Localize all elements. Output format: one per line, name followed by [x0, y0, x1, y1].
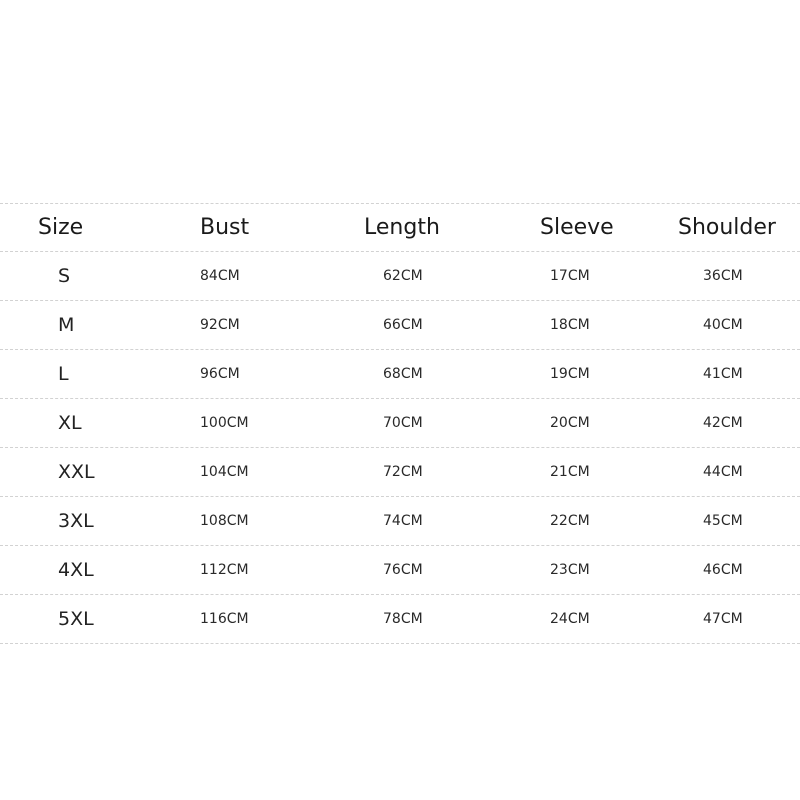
cell-sleeve: 17CM — [550, 268, 590, 284]
table-row — [0, 398, 800, 447]
table-row — [0, 496, 800, 545]
table-row — [0, 251, 800, 300]
cell-length: 70CM — [383, 415, 423, 431]
cell-bust: 92CM — [200, 317, 240, 333]
cell-sleeve: 23CM — [550, 562, 590, 578]
cell-shoulder: 41CM — [703, 366, 743, 382]
cell-sleeve: 19CM — [550, 366, 590, 382]
cell-length: 76CM — [383, 562, 423, 578]
cell-size: 4XL — [58, 559, 94, 581]
table-header-row — [0, 203, 800, 251]
table-row — [0, 349, 800, 398]
cell-length: 62CM — [383, 268, 423, 284]
cell-size: XXL — [58, 461, 95, 483]
cell-size: 3XL — [58, 510, 94, 532]
header-length: Length — [364, 215, 440, 240]
table-row — [0, 545, 800, 594]
cell-bust: 104CM — [200, 464, 249, 480]
cell-length: 72CM — [383, 464, 423, 480]
cell-size: L — [58, 363, 69, 385]
header-shoulder: Shoulder — [678, 215, 776, 240]
header-bust: Bust — [200, 215, 250, 240]
cell-size: M — [58, 314, 75, 336]
cell-shoulder: 36CM — [703, 268, 743, 284]
cell-bust: 84CM — [200, 268, 240, 284]
cell-size: S — [58, 265, 71, 287]
cell-shoulder: 47CM — [703, 611, 743, 627]
cell-shoulder: 44CM — [703, 464, 743, 480]
cell-shoulder: 45CM — [703, 513, 743, 529]
cell-length: 68CM — [383, 366, 423, 382]
cell-length: 66CM — [383, 317, 423, 333]
header-sleeve: Sleeve — [540, 215, 614, 240]
cell-bust: 96CM — [200, 366, 240, 382]
cell-bust: 112CM — [200, 562, 249, 578]
table-row — [0, 300, 800, 349]
cell-bust: 100CM — [200, 415, 249, 431]
size-chart-table — [0, 203, 800, 644]
table-row — [0, 447, 800, 496]
cell-sleeve: 21CM — [550, 464, 590, 480]
cell-length: 74CM — [383, 513, 423, 529]
header-size: Size — [38, 215, 84, 240]
cell-bust: 108CM — [200, 513, 249, 529]
cell-shoulder: 46CM — [703, 562, 743, 578]
cell-size: XL — [58, 412, 82, 434]
cell-shoulder: 42CM — [703, 415, 743, 431]
cell-sleeve: 24CM — [550, 611, 590, 627]
cell-sleeve: 18CM — [550, 317, 590, 333]
table-body — [0, 251, 800, 644]
cell-size: 5XL — [58, 608, 94, 630]
table-row — [0, 594, 800, 644]
cell-bust: 116CM — [200, 611, 249, 627]
cell-length: 78CM — [383, 611, 423, 627]
cell-shoulder: 40CM — [703, 317, 743, 333]
cell-sleeve: 22CM — [550, 513, 590, 529]
cell-sleeve: 20CM — [550, 415, 590, 431]
